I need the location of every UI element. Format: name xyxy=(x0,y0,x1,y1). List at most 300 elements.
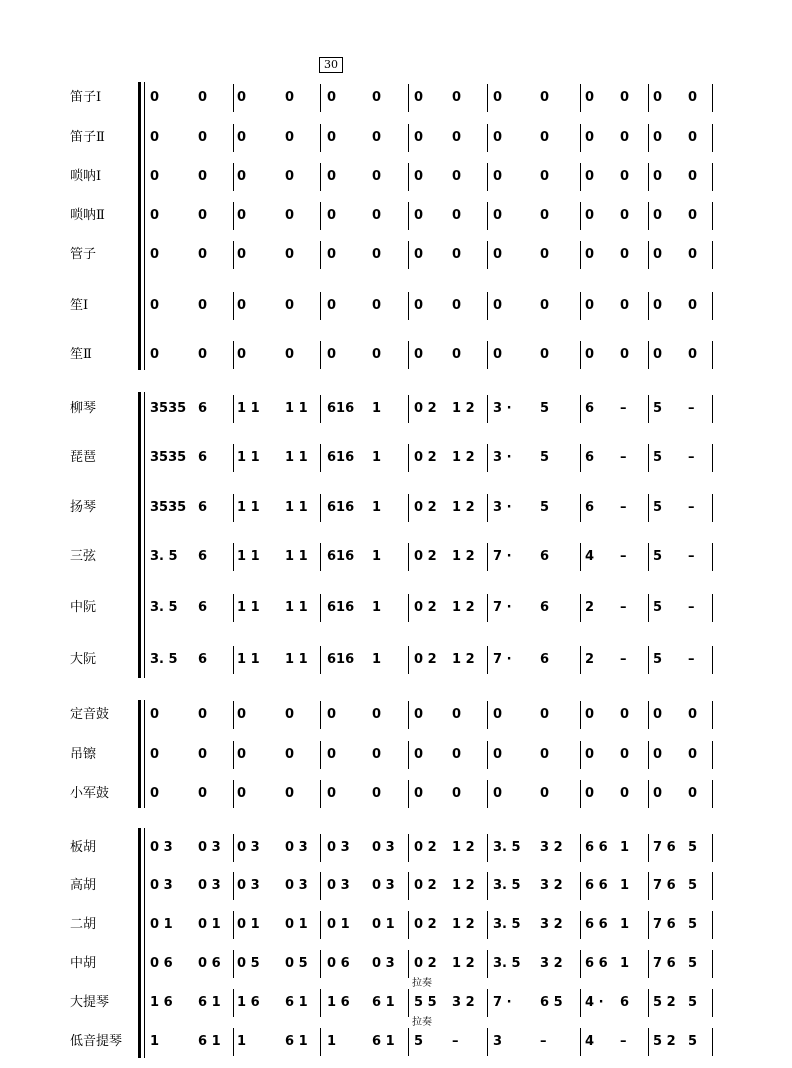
note-cell: 0 xyxy=(150,298,160,313)
note-cell: 3. 5 xyxy=(150,549,178,564)
note-cell: 0 xyxy=(653,747,663,762)
barline xyxy=(408,911,409,939)
note-cell: 1 1 xyxy=(285,500,308,515)
note-cell: 0 xyxy=(452,347,462,362)
note-cell: 0 1 xyxy=(372,917,395,932)
note-cell: 0 6 xyxy=(198,956,221,971)
barline xyxy=(320,444,321,472)
note-cell: 6 xyxy=(198,500,208,515)
barline xyxy=(408,543,409,571)
instrument-label: 柳琴 xyxy=(70,401,97,416)
instrument-label: 大提琴 xyxy=(70,995,110,1010)
barline xyxy=(233,872,234,900)
note-cell: 6 xyxy=(540,600,550,615)
note-cell: 0 xyxy=(585,247,595,262)
barline xyxy=(233,494,234,522)
note-cell: 0 xyxy=(452,747,462,762)
note-cell: 0 xyxy=(150,786,160,801)
note-cell: 0 xyxy=(540,208,550,223)
barline xyxy=(580,911,581,939)
note-cell: 1 xyxy=(620,878,630,893)
barline xyxy=(712,494,713,522)
note-cell: 0 xyxy=(285,298,295,313)
barline xyxy=(233,84,234,112)
note-cell: 0 xyxy=(688,347,698,362)
instrument-label: 三弦 xyxy=(70,549,97,564)
note-cell: 0 xyxy=(237,347,247,362)
note-cell: 0 xyxy=(540,707,550,722)
note-cell: 3. 5 xyxy=(493,878,521,893)
note-cell: 1 xyxy=(372,549,382,564)
instrument-label: 板胡 xyxy=(70,840,97,855)
barline xyxy=(320,292,321,320)
note-cell: 1 xyxy=(620,956,630,971)
note-cell: 0 xyxy=(198,130,208,145)
note-cell: 1 1 xyxy=(237,600,260,615)
barline xyxy=(408,292,409,320)
note-cell: 0 xyxy=(372,347,382,362)
note-cell: 0 5 xyxy=(285,956,308,971)
note-cell: 0 xyxy=(327,247,337,262)
note-cell: 5 xyxy=(653,549,663,564)
barline xyxy=(580,834,581,862)
barline xyxy=(648,950,649,978)
instrument-label: 笛子Ⅰ xyxy=(70,90,102,105)
barline xyxy=(320,950,321,978)
instrument-label: 吊镲 xyxy=(70,747,97,762)
barline xyxy=(408,834,409,862)
note-cell: 0 xyxy=(585,707,595,722)
barline xyxy=(487,341,488,369)
note-cell: 0 xyxy=(327,90,337,105)
barline xyxy=(712,834,713,862)
barline xyxy=(320,494,321,522)
barline xyxy=(320,341,321,369)
note-cell: 0 xyxy=(285,786,295,801)
barline xyxy=(233,163,234,191)
note-cell: – xyxy=(688,401,695,416)
note-cell: 0 3 xyxy=(237,840,260,855)
instrument-label: 琵琶 xyxy=(70,450,97,465)
note-cell: 0 xyxy=(620,707,630,722)
barline xyxy=(580,872,581,900)
note-cell: 4 xyxy=(585,549,595,564)
note-cell: 0 xyxy=(372,90,382,105)
note-cell: 0 xyxy=(285,169,295,184)
note-cell: 3 · xyxy=(493,401,512,416)
note-cell: 0 xyxy=(493,130,503,145)
barline xyxy=(233,1028,234,1056)
note-cell: 1 xyxy=(150,1034,160,1049)
note-cell: 0 xyxy=(150,90,160,105)
note-cell: 7 · xyxy=(493,549,512,564)
note-cell: 0 6 xyxy=(150,956,173,971)
barline xyxy=(487,124,488,152)
note-cell: 0 xyxy=(585,208,595,223)
barline xyxy=(648,241,649,269)
barline xyxy=(580,780,581,808)
barline xyxy=(233,646,234,674)
note-cell: 6 xyxy=(198,549,208,564)
note-cell: – xyxy=(452,1034,459,1049)
note-cell: 7 · xyxy=(493,600,512,615)
note-cell: 1 xyxy=(620,840,630,855)
barline xyxy=(320,163,321,191)
note-cell: 0 xyxy=(150,130,160,145)
barline xyxy=(580,741,581,769)
barline xyxy=(487,872,488,900)
note-cell: 0 xyxy=(585,786,595,801)
barline xyxy=(320,543,321,571)
barline xyxy=(233,594,234,622)
note-cell: 6 5 xyxy=(540,995,563,1010)
note-cell: 0 xyxy=(237,208,247,223)
note-cell: 0 5 xyxy=(237,956,260,971)
barline xyxy=(233,341,234,369)
note-cell: 5 xyxy=(653,652,663,667)
barline xyxy=(487,241,488,269)
barline xyxy=(408,395,409,423)
barline xyxy=(580,444,581,472)
barline xyxy=(712,84,713,112)
note-cell: 0 xyxy=(452,298,462,313)
note-cell: 0 xyxy=(653,707,663,722)
note-cell: 3535 xyxy=(150,401,187,416)
barline xyxy=(648,84,649,112)
barline xyxy=(648,741,649,769)
note-cell: 1 2 xyxy=(452,549,475,564)
note-cell: 0 xyxy=(150,747,160,762)
note-cell: 1 1 xyxy=(237,401,260,416)
barline xyxy=(712,241,713,269)
note-cell: 0 xyxy=(653,247,663,262)
note-cell: 3 · xyxy=(493,500,512,515)
barline xyxy=(648,780,649,808)
note-cell: 0 xyxy=(414,247,424,262)
note-cell: 0 xyxy=(285,747,295,762)
note-cell: 0 xyxy=(653,786,663,801)
note-cell: 0 xyxy=(285,247,295,262)
note-cell: 1 2 xyxy=(452,956,475,971)
barline xyxy=(648,701,649,729)
system-bracket xyxy=(138,828,141,1058)
note-cell: 0 xyxy=(237,786,247,801)
note-cell: 0 xyxy=(493,747,503,762)
barline xyxy=(233,241,234,269)
instrument-label: 小军鼓 xyxy=(70,786,110,801)
note-cell: 0 xyxy=(372,747,382,762)
system-bracket xyxy=(138,392,141,678)
note-cell: 6 xyxy=(198,450,208,465)
note-cell: 0 xyxy=(150,208,160,223)
note-cell: 4 · xyxy=(585,995,604,1010)
note-cell: 3. 5 xyxy=(150,652,178,667)
barline xyxy=(580,494,581,522)
note-cell: – xyxy=(688,500,695,515)
note-cell: 1 2 xyxy=(452,917,475,932)
barline xyxy=(487,1028,488,1056)
note-cell: 0 xyxy=(620,130,630,145)
barline xyxy=(487,911,488,939)
note-cell: 6 1 xyxy=(285,995,308,1010)
note-cell: 0 xyxy=(620,247,630,262)
instrument-label: 二胡 xyxy=(70,917,97,932)
note-cell: 1 xyxy=(372,652,382,667)
note-cell: 0 xyxy=(372,786,382,801)
note-cell: 3 2 xyxy=(540,956,563,971)
note-cell: 0 xyxy=(414,707,424,722)
barline xyxy=(320,911,321,939)
note-cell: – xyxy=(688,600,695,615)
instrument-label: 扬琴 xyxy=(70,500,97,515)
note-cell: 0 2 xyxy=(414,956,437,971)
note-cell: 0 xyxy=(237,707,247,722)
barline xyxy=(580,950,581,978)
barline xyxy=(712,594,713,622)
note-cell: 0 xyxy=(414,747,424,762)
note-cell: 6 xyxy=(620,995,630,1010)
note-cell: 0 2 xyxy=(414,878,437,893)
note-cell: 0 xyxy=(285,347,295,362)
barline xyxy=(320,741,321,769)
barline xyxy=(320,834,321,862)
note-cell: 1 6 xyxy=(327,995,350,1010)
barline xyxy=(233,202,234,230)
note-cell: 616 xyxy=(327,652,355,667)
barline xyxy=(320,202,321,230)
note-cell: 0 2 xyxy=(414,450,437,465)
note-cell: 0 2 xyxy=(414,840,437,855)
note-cell: 0 xyxy=(493,707,503,722)
note-cell: 7 6 xyxy=(653,878,676,893)
note-cell: 0 1 xyxy=(327,917,350,932)
note-cell: 5 xyxy=(653,500,663,515)
note-cell: 0 xyxy=(653,347,663,362)
barline xyxy=(233,701,234,729)
note-cell: 616 xyxy=(327,450,355,465)
note-cell: 0 xyxy=(493,298,503,313)
note-cell: 0 6 xyxy=(327,956,350,971)
note-cell: 6 6 xyxy=(585,840,608,855)
note-cell: 0 xyxy=(585,169,595,184)
note-cell: 0 xyxy=(237,90,247,105)
note-cell: 0 xyxy=(688,707,698,722)
note-cell: 0 xyxy=(237,298,247,313)
note-cell: 0 xyxy=(620,347,630,362)
barline xyxy=(487,292,488,320)
note-cell: 0 xyxy=(688,247,698,262)
barline xyxy=(487,163,488,191)
note-cell: 0 xyxy=(237,130,247,145)
note-cell: 6 xyxy=(198,652,208,667)
note-cell: 0 xyxy=(653,208,663,223)
barline xyxy=(487,202,488,230)
note-cell: – xyxy=(620,401,627,416)
note-cell: 0 3 xyxy=(198,840,221,855)
instrument-label: 唢呐Ⅰ xyxy=(70,169,102,184)
note-cell: 3 xyxy=(493,1034,503,1049)
barline xyxy=(648,872,649,900)
note-cell: 1 6 xyxy=(150,995,173,1010)
note-cell: 3 2 xyxy=(540,917,563,932)
instrument-label: 笛子Ⅱ xyxy=(70,130,105,145)
note-cell: 1 2 xyxy=(452,652,475,667)
note-cell: 0 1 xyxy=(237,917,260,932)
note-cell: 0 xyxy=(452,169,462,184)
instrument-label: 管子 xyxy=(70,247,97,262)
note-cell: 3. 5 xyxy=(150,600,178,615)
barline xyxy=(580,124,581,152)
note-cell: 0 2 xyxy=(414,600,437,615)
note-cell: 1 xyxy=(237,1034,247,1049)
barline xyxy=(320,701,321,729)
note-cell: 6 xyxy=(585,450,595,465)
note-cell: 1 2 xyxy=(452,840,475,855)
note-cell: 0 xyxy=(372,169,382,184)
barline xyxy=(580,202,581,230)
note-cell: 5 xyxy=(653,450,663,465)
performance-annotation: 拉奏 xyxy=(412,978,432,989)
note-cell: 0 xyxy=(372,247,382,262)
note-cell: 0 xyxy=(688,90,698,105)
note-cell: 0 xyxy=(452,247,462,262)
note-cell: 0 xyxy=(585,130,595,145)
note-cell: 1 1 xyxy=(285,652,308,667)
barline xyxy=(712,780,713,808)
barline xyxy=(712,1028,713,1056)
note-cell: 0 xyxy=(540,747,550,762)
note-cell: 1 2 xyxy=(452,500,475,515)
instrument-label: 中阮 xyxy=(70,600,97,615)
note-cell: 7 · xyxy=(493,995,512,1010)
barline xyxy=(580,1028,581,1056)
performance-annotation: 拉奏 xyxy=(412,1017,432,1028)
barline xyxy=(408,989,409,1017)
note-cell: 6 6 xyxy=(585,917,608,932)
barline xyxy=(648,341,649,369)
note-cell: 1 1 xyxy=(285,401,308,416)
barline xyxy=(580,292,581,320)
barline xyxy=(648,911,649,939)
note-cell: 0 xyxy=(327,707,337,722)
note-cell: 3 2 xyxy=(540,878,563,893)
instrument-label: 低音提琴 xyxy=(70,1034,123,1049)
barline xyxy=(712,701,713,729)
barline xyxy=(648,444,649,472)
barline xyxy=(487,950,488,978)
barline xyxy=(408,494,409,522)
system-bracket xyxy=(138,82,141,370)
barline xyxy=(233,395,234,423)
barline xyxy=(320,646,321,674)
note-cell: 3535 xyxy=(150,450,187,465)
note-cell: 0 3 xyxy=(285,878,308,893)
note-cell: – xyxy=(688,652,695,667)
note-cell: 0 3 xyxy=(237,878,260,893)
barline xyxy=(320,1028,321,1056)
note-cell: 6 1 xyxy=(198,1034,221,1049)
barline xyxy=(580,84,581,112)
barline xyxy=(408,241,409,269)
instrument-label: 中胡 xyxy=(70,956,97,971)
note-cell: 5 2 xyxy=(653,1034,676,1049)
barline xyxy=(648,834,649,862)
note-cell: 0 xyxy=(198,90,208,105)
note-cell: 6 1 xyxy=(198,995,221,1010)
barline xyxy=(408,741,409,769)
note-cell: 0 xyxy=(585,347,595,362)
note-cell: 0 xyxy=(540,247,550,262)
barline xyxy=(712,292,713,320)
instrument-label: 笙Ⅰ xyxy=(70,298,89,313)
barline xyxy=(487,741,488,769)
note-cell: 0 xyxy=(198,247,208,262)
note-cell: 1 2 xyxy=(452,401,475,416)
note-cell: 0 xyxy=(620,90,630,105)
note-cell: 5 xyxy=(540,401,550,416)
barline xyxy=(320,780,321,808)
barline xyxy=(648,1028,649,1056)
note-cell: 7 6 xyxy=(653,956,676,971)
barline xyxy=(487,543,488,571)
note-cell: – xyxy=(620,549,627,564)
note-cell: 0 3 xyxy=(285,840,308,855)
barline xyxy=(580,241,581,269)
note-cell: 0 xyxy=(414,130,424,145)
note-cell: 1 xyxy=(327,1034,337,1049)
note-cell: 1 xyxy=(372,401,382,416)
note-cell: 0 2 xyxy=(414,549,437,564)
note-cell: 5 xyxy=(653,600,663,615)
instrument-label: 定音鼓 xyxy=(70,707,110,722)
barline xyxy=(408,594,409,622)
barline xyxy=(648,594,649,622)
barline xyxy=(408,163,409,191)
barline xyxy=(712,341,713,369)
note-cell: 0 xyxy=(493,786,503,801)
system-bracket-line xyxy=(144,82,145,370)
note-cell: 0 xyxy=(198,298,208,313)
instrument-label: 唢呐Ⅱ xyxy=(70,208,105,223)
note-cell: 1 xyxy=(372,600,382,615)
note-cell: 0 xyxy=(540,786,550,801)
note-cell: 616 xyxy=(327,500,355,515)
barline xyxy=(712,911,713,939)
note-cell: 5 xyxy=(414,1034,424,1049)
note-cell: 0 xyxy=(414,347,424,362)
note-cell: 0 xyxy=(688,786,698,801)
note-cell: 5 xyxy=(688,1034,698,1049)
note-cell: 1 1 xyxy=(237,549,260,564)
barline xyxy=(487,780,488,808)
note-cell: 0 xyxy=(540,298,550,313)
note-cell: 0 xyxy=(414,208,424,223)
barline xyxy=(487,444,488,472)
note-cell: 0 xyxy=(372,707,382,722)
note-cell: 6 xyxy=(585,500,595,515)
note-cell: 7 6 xyxy=(653,917,676,932)
barline xyxy=(408,124,409,152)
note-cell: 1 2 xyxy=(452,600,475,615)
note-cell: 0 xyxy=(150,169,160,184)
note-cell: 0 xyxy=(327,347,337,362)
note-cell: 5 2 xyxy=(653,995,676,1010)
note-cell: 5 xyxy=(688,995,698,1010)
note-cell: 0 xyxy=(372,130,382,145)
barline xyxy=(320,84,321,112)
note-cell: 5 xyxy=(688,956,698,971)
note-cell: 0 xyxy=(653,90,663,105)
